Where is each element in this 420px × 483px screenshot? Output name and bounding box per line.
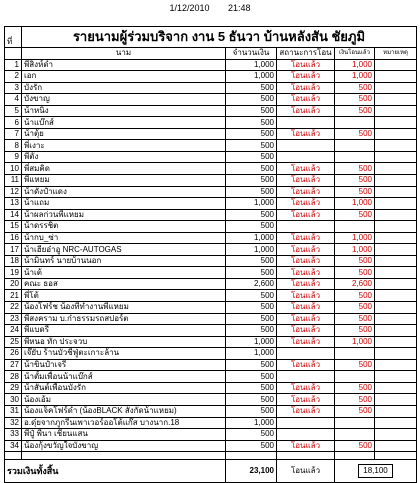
paid-amount: 500 [335, 382, 375, 394]
paid-amount: 500 [335, 105, 375, 117]
transfer-status: โอนแล้ว [277, 198, 335, 210]
donation-amount: 500 [226, 255, 277, 267]
table-row [5, 417, 417, 429]
donor-name: น้าดรรชิต [22, 221, 226, 233]
note-cell [375, 163, 417, 175]
donation-amount: 500 [226, 82, 277, 94]
paid-amount [335, 221, 375, 233]
paid-amount: 500 [335, 290, 375, 302]
print-time: 21:48 [228, 3, 251, 13]
note-cell [375, 302, 417, 314]
note-cell [375, 244, 417, 256]
transfer-status: โอนแล้ว [277, 82, 335, 94]
donation-amount: 1,000 [226, 417, 277, 429]
row-number: 3 [5, 82, 22, 94]
table-row [5, 405, 417, 417]
row-number: 2 [5, 71, 22, 83]
donor-name: พี่เงาะ [22, 140, 226, 152]
row-number: 20 [5, 278, 22, 290]
donation-amount: 500 [226, 382, 277, 394]
transfer-status: โอนแล้ว [277, 163, 335, 175]
donation-amount: 500 [226, 429, 277, 441]
paid-amount: 1,000 [335, 59, 375, 71]
donor-name: คณะ ธอส [22, 278, 226, 290]
table-row [5, 117, 417, 129]
donor-name: น้องแจ็คโฟร์ดำ (น้องBLACK สังกัดน้าแหยม) [22, 405, 226, 417]
transfer-status: โอนแล้ว [277, 59, 335, 71]
spacer-cell [226, 452, 277, 460]
spacer-row [5, 452, 417, 460]
donor-name: น้องโฟร์ช น้องที่ทำงานพี่แหยม [22, 302, 226, 314]
transfer-status: โอนแล้ว [277, 71, 335, 83]
transfer-status [277, 221, 335, 233]
name-col-header: นาม [22, 48, 226, 60]
donation-amount: 1,000 [226, 198, 277, 210]
spacer-cell [277, 452, 335, 460]
paid-amount: 500 [335, 325, 375, 337]
total-paid: 18,100 [358, 464, 392, 478]
row-number: 18 [5, 255, 22, 267]
donation-amount: 500 [226, 175, 277, 187]
row-number: 14 [5, 209, 22, 221]
donor-name: น้าหนิ่ง [22, 105, 226, 117]
paid-amount: 500 [335, 209, 375, 221]
donation-amount: 1,000 [226, 71, 277, 83]
donor-name: พี่โต้ [22, 290, 226, 302]
donor-name: น้าแบ๊กส์ [22, 117, 226, 129]
note-cell [375, 82, 417, 94]
donation-amount: 1,000 [226, 59, 277, 71]
paid-amount: 1,000 [335, 198, 375, 210]
row-number: 34 [5, 440, 22, 452]
donation-amount: 500 [226, 371, 277, 383]
donor-name: น้าแถม [22, 198, 226, 210]
donation-amount: 500 [226, 440, 277, 452]
note-cell [375, 94, 417, 106]
transfer-status: โอนแล้ว [277, 128, 335, 140]
donation-amount: 500 [226, 151, 277, 163]
note-col-header: หมายเหตุ [375, 48, 417, 60]
table-row [5, 255, 417, 267]
transfer-status: โอนแล้ว [277, 267, 335, 279]
donor-name: น้าตุ้ย [22, 128, 226, 140]
donor-name: น้าเฮียอ๋าอู NRC-AUTOGAS [22, 244, 226, 256]
paid-amount: 2,600 [335, 278, 375, 290]
paid-amount: 500 [335, 394, 375, 406]
table-row [5, 382, 417, 394]
transfer-status: โอนแล้ว [277, 382, 335, 394]
paid-amount [335, 348, 375, 360]
table-row [5, 94, 417, 106]
donation-amount: 1,000 [226, 232, 277, 244]
donor-name: น้าขินปำเจรี [22, 359, 226, 371]
paid-amount: 500 [335, 82, 375, 94]
table-row [5, 198, 417, 210]
donor-name: น้าตั้มเพื่อนน้าแบ๊กส์ [22, 371, 226, 383]
paid-amount: 500 [335, 94, 375, 106]
row-number: 30 [5, 394, 22, 406]
transfer-status: โอนแล้ว [277, 440, 335, 452]
donation-amount: 500 [226, 290, 277, 302]
donor-name: น้าสันต์เพื่อนบังรัก [22, 382, 226, 394]
donation-amount: 500 [226, 209, 277, 221]
note-cell [375, 59, 417, 71]
table-row [5, 325, 417, 337]
donation-amount: 500 [226, 221, 277, 233]
table-row [5, 163, 417, 175]
table-row [5, 186, 417, 198]
note-cell [375, 429, 417, 441]
note-cell [375, 382, 417, 394]
row-number: 27 [5, 359, 22, 371]
paid-amount [335, 371, 375, 383]
page-title: รายนามผู้ร่วมบริจาก งาน 5 ธันวา บ้านหลังสัน ชัยภูมิ [22, 27, 417, 48]
donor-name: น้าผลก่วนพี่แหยม [22, 209, 226, 221]
row-number: 26 [5, 348, 22, 360]
donor-name: พี่แหยม [22, 175, 226, 187]
note-cell [375, 290, 417, 302]
donor-name: น้ากบ_ซ่า [22, 232, 226, 244]
table-row [5, 175, 417, 187]
amount-col-header: จำนวนเงิน [226, 48, 277, 60]
note-cell [375, 336, 417, 348]
table-row [5, 267, 417, 279]
paid-amount: 500 [335, 440, 375, 452]
row-number: 17 [5, 244, 22, 256]
row-number: 19 [5, 267, 22, 279]
paid-amount: 500 [335, 267, 375, 279]
transfer-status: โอนแล้ว [277, 94, 335, 106]
note-cell [375, 71, 417, 83]
donor-name: เจ๊ยับ ร้านบัวชีฟู่ตะเกาะล้าน [22, 348, 226, 360]
transfer-status: โอนแล้ว [277, 255, 335, 267]
paid-amount [335, 151, 375, 163]
donation-amount: 1,000 [226, 336, 277, 348]
spacer-cell [5, 452, 22, 460]
row-number: 6 [5, 117, 22, 129]
transfer-status: โอนแล้ว [277, 394, 335, 406]
donation-amount: 500 [226, 117, 277, 129]
note-cell [375, 140, 417, 152]
note-cell [375, 325, 417, 337]
paid-amount: 500 [335, 163, 375, 175]
donation-amount: 500 [226, 359, 277, 371]
note-cell [375, 255, 417, 267]
row-number: 9 [5, 151, 22, 163]
row-number: 28 [5, 371, 22, 383]
paid-amount: 1,000 [335, 232, 375, 244]
donor-name: พี่ตั้ง [22, 151, 226, 163]
donation-amount: 500 [226, 163, 277, 175]
table-row [5, 278, 417, 290]
donation-amount: 500 [226, 394, 277, 406]
row-number: 7 [5, 128, 22, 140]
transfer-status: โอนแล้ว [277, 313, 335, 325]
donor-name: น้องกุ้งขวัญใจบังขาญ [22, 440, 226, 452]
donor-name: บังขาญ [22, 94, 226, 106]
transfer-status: โอนแล้ว [277, 290, 335, 302]
note-cell [375, 209, 417, 221]
note-cell [375, 175, 417, 187]
donor-name: น้ามินทร์ นายบ้านนอก [22, 255, 226, 267]
paid-amount: 500 [335, 405, 375, 417]
paid-amount [335, 417, 375, 429]
donor-name: พี่สมคิด [22, 163, 226, 175]
transfer-status: โอนแล้ว [277, 359, 335, 371]
spacer-cell [375, 452, 417, 460]
print-header [0, 3, 420, 13]
table-row [5, 429, 417, 441]
transfer-status [277, 429, 335, 441]
paid-amount: 1,000 [335, 244, 375, 256]
row-number: 23 [5, 313, 22, 325]
column-header-row [5, 48, 417, 60]
donation-amount: 500 [226, 302, 277, 314]
donor-name: พี่หนอ ทัก ประจวบ [22, 336, 226, 348]
spacer-cell [335, 452, 375, 460]
donor-name: น้าดังปำแดง [22, 186, 226, 198]
note-cell [375, 232, 417, 244]
donor-name: พี่สงคราม บ.ก๋าธรรมรถสปอร์ต [22, 313, 226, 325]
print-date: 1/12/2010 [169, 3, 210, 13]
note-cell [375, 117, 417, 129]
note-cell [375, 348, 417, 360]
status-col-header: สถานะการโอน [277, 48, 335, 60]
note-cell [375, 394, 417, 406]
paid-amount: 500 [335, 313, 375, 325]
row-number: 5 [5, 105, 22, 117]
donor-name: เอก [22, 71, 226, 83]
row-number: 16 [5, 232, 22, 244]
table-row [5, 336, 417, 348]
donor-name: น้องเอ้ม [22, 394, 226, 406]
note-cell [375, 198, 417, 210]
total-paid-cell [335, 460, 417, 483]
donor-name: พี่สิงห์ดำ [22, 59, 226, 71]
paid-amount [335, 117, 375, 129]
transfer-status [277, 117, 335, 129]
table-row [5, 394, 417, 406]
row-number: 12 [5, 186, 22, 198]
row-number: 4 [5, 94, 22, 106]
table-row [5, 313, 417, 325]
donation-amount: 500 [226, 94, 277, 106]
table-row [5, 128, 417, 140]
donation-amount: 500 [226, 128, 277, 140]
table-row [5, 71, 417, 83]
table-row [5, 440, 417, 452]
donation-amount: 500 [226, 140, 277, 152]
note-cell [375, 151, 417, 163]
transfer-status: โอนแล้ว [277, 336, 335, 348]
note-cell [375, 417, 417, 429]
paid-amount: 500 [335, 255, 375, 267]
table-row [5, 209, 417, 221]
table-row [5, 290, 417, 302]
transfer-status: โอนแล้ว [277, 244, 335, 256]
paid-amount: 1,000 [335, 336, 375, 348]
total-label: รวมเงินทั้งสิ้น [5, 460, 226, 483]
note-cell [375, 128, 417, 140]
row-number: 10 [5, 163, 22, 175]
table-row [5, 82, 417, 94]
total-row [5, 460, 417, 483]
donation-amount: 1,000 [226, 244, 277, 256]
note-cell [375, 267, 417, 279]
row-number: 1 [5, 59, 22, 71]
row-number: 15 [5, 221, 22, 233]
transfer-status: โอนแล้ว [277, 278, 335, 290]
note-cell [375, 405, 417, 417]
row-number: 29 [5, 382, 22, 394]
table-row [5, 140, 417, 152]
row-number: 25 [5, 336, 22, 348]
donation-amount: 2,600 [226, 278, 277, 290]
note-cell [375, 440, 417, 452]
paid-amount: 500 [335, 128, 375, 140]
paid-amount [335, 429, 375, 441]
transfer-status: โอนแล้ว [277, 405, 335, 417]
row-number: 33 [5, 429, 22, 441]
donor-name: พี่แบดรี [22, 325, 226, 337]
donation-amount: 500 [226, 267, 277, 279]
row-number: 32 [5, 417, 22, 429]
spacer-cell [22, 452, 226, 460]
note-cell [375, 371, 417, 383]
transfer-status [277, 140, 335, 152]
donation-amount: 500 [226, 405, 277, 417]
note-cell [375, 221, 417, 233]
table-row [5, 59, 417, 71]
paid-amount: 500 [335, 302, 375, 314]
row-number: 22 [5, 302, 22, 314]
index-header: ที่ [5, 27, 22, 48]
donor-name: น้าเต้ [22, 267, 226, 279]
transfer-status: โอนแล้ว [277, 325, 335, 337]
transfer-status: โอนแล้ว [277, 175, 335, 187]
donor-name: บังรัก [22, 82, 226, 94]
total-amount: 23,100 [226, 460, 277, 483]
donation-amount: 500 [226, 105, 277, 117]
transfer-status: โอนแล้ว [277, 232, 335, 244]
transfer-status: โอนแล้ว [277, 186, 335, 198]
table-row [5, 221, 417, 233]
donor-name: อ.ดุ๋ยจากภูกรีนเพาเวอร์ออโต้แก๊ส บางนาก.18 [22, 417, 226, 429]
row-number: 24 [5, 325, 22, 337]
transfer-status [277, 151, 335, 163]
index-col-header [5, 48, 22, 60]
paid-col-header: เงินโอนแล้ว [335, 48, 375, 60]
transfer-status: โอนแล้ว [277, 105, 335, 117]
row-number: 21 [5, 290, 22, 302]
table-row [5, 348, 417, 360]
paid-amount [335, 140, 375, 152]
donor-table [4, 26, 417, 483]
donation-amount: 500 [226, 325, 277, 337]
donation-amount: 1,000 [226, 348, 277, 360]
transfer-status [277, 417, 335, 429]
note-cell [375, 186, 417, 198]
donor-name: พี่ปู๋ พี่นา เชียนแสน [22, 429, 226, 441]
transfer-status: โอนแล้ว [277, 209, 335, 221]
total-status: โอนแล้ว [277, 460, 335, 483]
table-row [5, 244, 417, 256]
table-row [5, 105, 417, 117]
note-cell [375, 105, 417, 117]
row-number: 11 [5, 175, 22, 187]
paid-amount: 1,000 [335, 71, 375, 83]
table-row [5, 302, 417, 314]
note-cell [375, 278, 417, 290]
row-number: 8 [5, 140, 22, 152]
row-number: 13 [5, 198, 22, 210]
paid-amount: 500 [335, 175, 375, 187]
row-number: 31 [5, 405, 22, 417]
donation-amount: 500 [226, 186, 277, 198]
transfer-status [277, 371, 335, 383]
title-row [5, 27, 417, 48]
table-row [5, 151, 417, 163]
donation-amount: 500 [226, 313, 277, 325]
transfer-status [277, 348, 335, 360]
table-row [5, 232, 417, 244]
paid-amount: 500 [335, 359, 375, 371]
note-cell [375, 313, 417, 325]
transfer-status: โอนแล้ว [277, 302, 335, 314]
table-row [5, 359, 417, 371]
table-row [5, 371, 417, 383]
paid-amount: 500 [335, 186, 375, 198]
note-cell [375, 359, 417, 371]
